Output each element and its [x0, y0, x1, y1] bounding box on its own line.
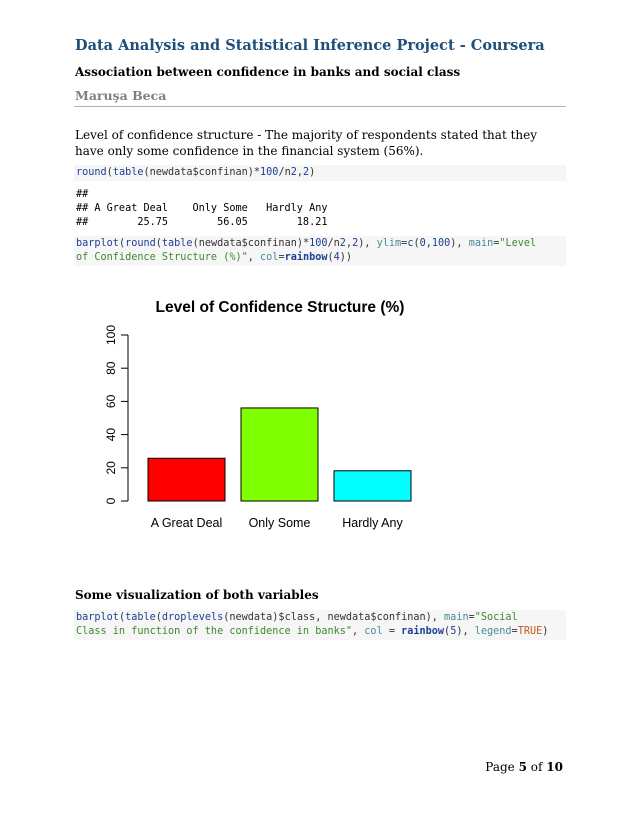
- y-tick-label: 100: [104, 324, 118, 346]
- code-block-3: [74, 610, 566, 640]
- author-name: Maruşa Beca: [75, 88, 167, 103]
- x-tick-label: Only Some: [248, 516, 311, 530]
- page-footer: [485, 760, 563, 774]
- y-tick-label: 60: [104, 394, 118, 409]
- document-title: Data Analysis and Statistical Inference Project - Coursera: [75, 37, 545, 54]
- bar-a-great-deal: [148, 458, 225, 501]
- code-line: Class in function of the confidence in banks", col = rainbow(5), legend=TRUE): [76, 626, 549, 637]
- code-line: barplot(table(droplevels(newdata)$class, newdata$confinan), main="Social: [76, 612, 518, 623]
- x-tick-label: Hardly Any: [342, 516, 403, 530]
- y-tick-label: 20: [104, 461, 118, 475]
- output-line-2: ## A Great Deal Only Some Hardly Any: [76, 203, 328, 214]
- output-line-3: ## 25.75 56.05 18.21: [76, 217, 328, 228]
- intro-paragraph: Level of confidence structure - The majority of respondents stated that they have only some confidence in the financial system (56%).: [75, 128, 538, 158]
- code-block-2: [74, 236, 566, 266]
- output-line-1: ##: [76, 189, 89, 200]
- page-label: Page: [485, 760, 515, 774]
- chart-title: Level of Confidence Structure (%): [155, 299, 405, 316]
- y-tick-label: 80: [104, 361, 118, 375]
- bars-group: [148, 408, 411, 501]
- bar-only-some: [241, 408, 318, 501]
- y-tick-label: 40: [104, 427, 118, 442]
- y-axis: [104, 325, 128, 505]
- page-number: 5: [518, 760, 527, 774]
- output-block: [74, 188, 570, 230]
- code-line: round(table(newdata$confinan)*100/n2,2): [76, 167, 316, 178]
- code-line: barplot(round(table(newdata$confinan)*100/n2,2), ylim=c(0,100), main="Level: [76, 238, 537, 249]
- bar-hardly-any: [334, 471, 411, 501]
- total-pages: 10: [546, 760, 563, 774]
- code-block-1: [74, 165, 566, 181]
- of-label: of: [530, 760, 543, 774]
- confidence-bar-chart: [90, 285, 430, 545]
- x-axis-labels: [151, 516, 404, 530]
- document-subtitle: Association between confidence in banks and social class: [75, 65, 461, 79]
- y-tick-label: 0: [104, 497, 118, 505]
- x-tick-label: A Great Deal: [150, 516, 223, 530]
- code-line: of Confidence Structure (%)", col=rainbow(4)): [76, 252, 353, 263]
- section-heading: Some visualization of both variables: [75, 588, 319, 602]
- header-divider: [74, 106, 566, 107]
